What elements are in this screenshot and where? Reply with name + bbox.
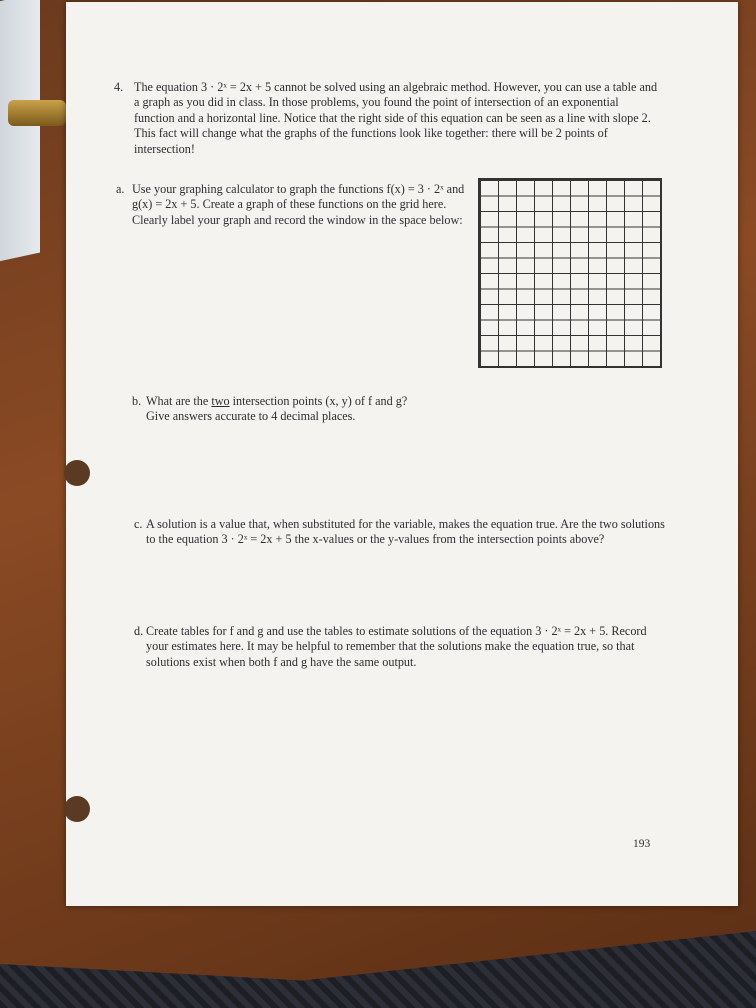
page-number: 193: [633, 838, 651, 850]
part-b-text-post: intersection points (x, y) of f and g?: [229, 394, 408, 408]
part-a-label: a.: [116, 182, 125, 196]
part-d-label: d.: [134, 624, 144, 638]
punch-hole-bottom: [64, 796, 90, 822]
part-b-text-line2: Give answers accurate to 4 decimal places.: [146, 409, 356, 424]
question-intro: The equation 3 · 2ˣ = 2x + 5 cannot be solved using an algebraic method. However, you can use a table and a graph as you did in class. In those problems, you found the point of intersection of an exponential function and a horizontal line. Notice that the right side of this equation can be seen as a line with slope 2. This fact will change what the graphs of the functions look like together: there will be 2 points of intersection!: [134, 80, 658, 156]
worksheet-page: [66, 2, 738, 906]
part-b-text: [146, 394, 476, 425]
part-c-label: c.: [134, 517, 143, 531]
punch-hole-middle: [64, 460, 90, 486]
part-c-text: A solution is a value that, when substituted for the variable, makes the equation true. Are the two solutions to the equation 3 · 2ˣ = 2x + 5 the x-values or the y-values from the intersection points above?: [146, 517, 665, 547]
part-b-underlined-word: two: [211, 394, 230, 408]
question-number: 4.: [114, 80, 124, 94]
background-carpet: [0, 898, 756, 1008]
part-b-label: b.: [132, 394, 142, 408]
part-b-text-pre: What are the: [146, 394, 212, 408]
binder-ring: [8, 100, 66, 126]
part-d-text: Create tables for f and g and use the tables to estimate solutions of the equation 3 · 2ˣ = 2x + 5. Record your estimates here. It may be helpful to remember that the solutions make the equation true, so that solutions exist when both f and g have the same output.: [146, 624, 647, 669]
graph-grid[interactable]: [478, 178, 662, 368]
part-a-text: Use your graphing calculator to graph the functions f(x) = 3 · 2ˣ and g(x) = 2x + 5. Create a graph of these functions on the grid here. Clearly label your graph and record the window in the space below:: [132, 182, 465, 227]
background-sheet: [0, 0, 40, 267]
